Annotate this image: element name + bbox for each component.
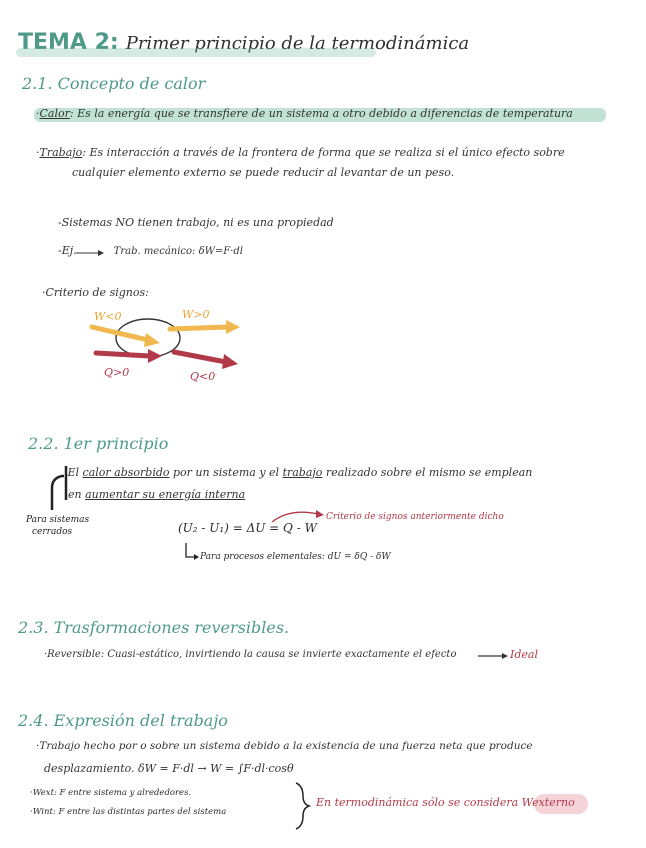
principio-text-a: ·El (64, 466, 83, 479)
label-w-neg: W<0 (94, 310, 122, 323)
heading-2-2: 2.2. 1er principio (28, 434, 169, 453)
note-ej-label: -Ej. (58, 244, 77, 257)
heading-2-1: 2.1. Concepto de calor (22, 74, 206, 93)
calor-line: ·Calor: Es la energía que se transfiere de un sistema a otro debido a diferencias de temperatura (36, 107, 573, 120)
elemental-note: Para procesos elementales: dU = δQ - δW (200, 552, 391, 562)
wint-line: ·Wint: F entre las distintas partes del sistema (30, 807, 227, 817)
criterio-note: Criterio de signos anteriormente dicho (326, 512, 504, 522)
note-sistemas: -Sistemas NO tienen trabajo, ni es una propiedad (58, 216, 334, 229)
principio-line-1 (64, 466, 532, 479)
principio-text-d: en (68, 488, 86, 501)
trabajo-line-1: ·Trabajo: Es interacción a través de la frontera de forma que se realiza si el único efecto sobre (36, 146, 565, 159)
principio-text-b: por un sistema y el (169, 466, 283, 479)
heading-2-4: 2.4. Expresión del trabajo (18, 711, 228, 730)
label-q-pos: Q>0 (104, 366, 130, 379)
principio-aumentar: aumentar su energía interna (85, 488, 246, 501)
trabajo-expr-line-1: ·Trabajo hecho por o sobre un sistema debido a la existencia de una fuerza neta que produce (36, 740, 533, 752)
wext-line: ·Wext: F entre sistema y alrededores. (30, 788, 192, 798)
trabajo-def-1: : Es interacción a través de la frontera de forma que se realiza si el único efecto sobre (82, 146, 565, 159)
label-q-neg: Q<0 (190, 370, 216, 383)
heading-2-3: 2.3. Trasformaciones reversibles. (18, 618, 290, 637)
conclusion-line: En termodinámica sólo se considera Wexterno (316, 796, 575, 809)
principio-trabajo: trabajo (282, 466, 323, 479)
ideal-label: Ideal (510, 648, 538, 661)
principio-text-c: realizado sobre el mismo se emplean (322, 466, 533, 479)
calor-term: Calor (39, 107, 70, 120)
principio-line-2 (68, 488, 245, 501)
side-label-1: Para sistemas (26, 515, 90, 525)
principio-calor: calor absorbido (82, 466, 170, 479)
trabajo-line-2: cualquier elemento externo se puede reducir al levantar de un peso. (72, 166, 455, 179)
criterio-label: ·Criterio de signos: (42, 286, 149, 299)
side-label (26, 514, 89, 538)
label-w-pos: W>0 (182, 308, 210, 321)
trabajo-expr-line-2: desplazamiento. δW = F·dl → W = ∫F·dl·cosθ (44, 762, 294, 775)
equation: (U₂ - U₁) = ΔU = Q - W (178, 521, 317, 535)
trabajo-term: Trabajo (39, 146, 83, 159)
reversible-line: ·Reversible: Cuasi-estático, invirtiendo la causa se invierte exactamente el efecto (44, 649, 457, 660)
side-label-2: cerrados (32, 527, 73, 537)
title-rest: Primer principio de la termodinámica (125, 33, 470, 54)
calor-def: : Es la energía que se transfiere de un sistema a otro debido a diferencias de temperatura (69, 107, 573, 120)
title-tema: TEMA 2: (18, 30, 119, 55)
note-ej-text: Trab. mecánico: δW=F·dl (113, 246, 243, 257)
